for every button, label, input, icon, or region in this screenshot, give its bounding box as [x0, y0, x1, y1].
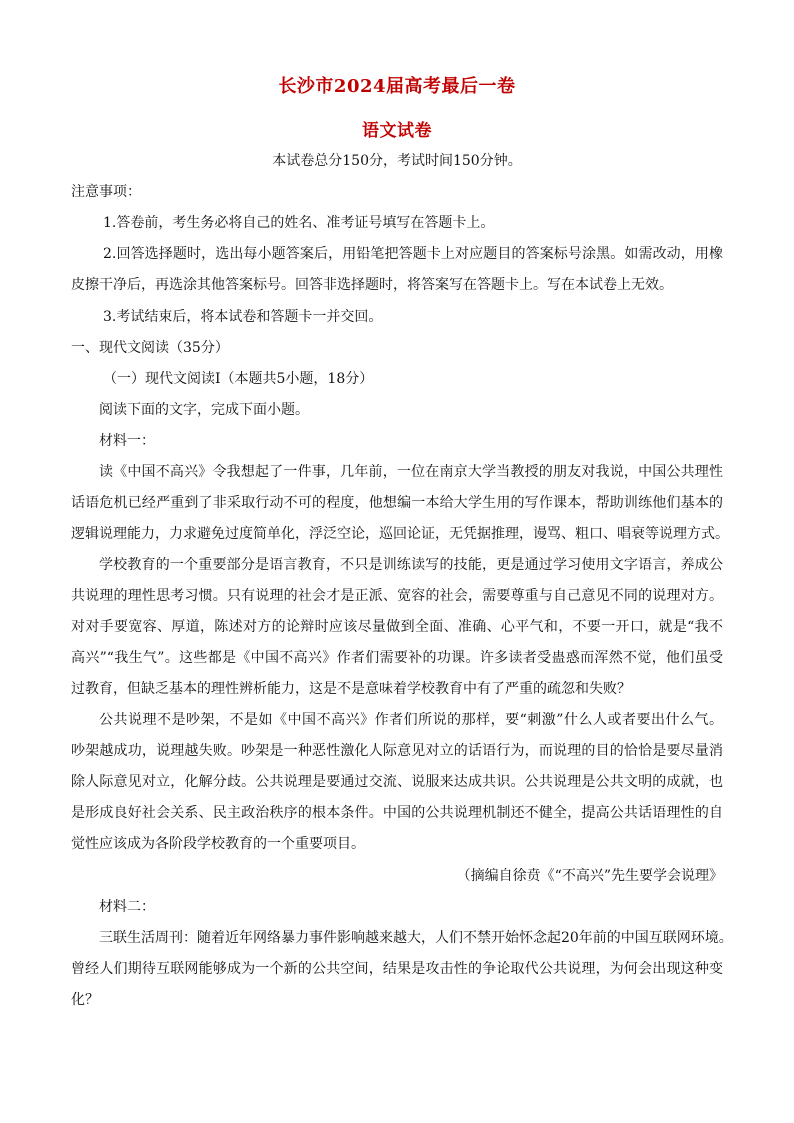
material-1-paragraph-3-line-4: 是形成良好社会关系、民主政治秩序的根本条件。中国的公共说理机制还不健全，提高公共话语理性的自 [71, 805, 723, 821]
material-1-paragraph-3-line-1: 公共说理不是吵架，不是如《中国不高兴》作者们所说的那样，要“刺激”什么人或者要出什么气。 [99, 712, 723, 728]
exam-info: 本试卷总分150分，考试时间150分钟。 [272, 153, 522, 169]
material-1-paragraph-3-line-3: 除人际意见对立，化解分歧。公共说理是要通过交流、说服来达成共识。公共说理是公共文明的成就，也 [71, 774, 723, 790]
material-1-paragraph-2-line-2: 共说理的理性思考习惯。只有说理的社会才是正派、宽容的社会，需要尊重与自己意见不同的说理对方。 [71, 588, 723, 604]
material-1-label: 材料一： [99, 433, 155, 449]
material-2-paragraph-1-line-3: 化？ [71, 992, 99, 1008]
material-2-label: 材料二： [99, 899, 155, 915]
exam-title: 长沙市2024届高考最后一卷 [278, 76, 516, 97]
notice-item-2-line-2: 皮擦干净后，再选涂其他答案标号。回答非选择题时，将答案写在答题卡上。写在本试卷上无效。 [71, 277, 673, 293]
material-1-paragraph-2-line-4: 高兴”“我生气”。这些都是《中国不高兴》作者们需要补的功课。许多读者受蛊惑而浑然不觉，他们虽受 [71, 650, 723, 666]
material-1-paragraph-2-line-3: 对对手要宽容、厚道，陈述对方的论辩时应该尽量做到全面、准确、心平气和，不要一开口，就是“我不 [71, 619, 723, 635]
material-1-paragraph-1-line-3: 逻辑说理能力，力求避免过度简单化，浮泛空论，巡回论证，无凭据推理，谩骂、粗口、唱衰等说理方式。 [71, 526, 729, 542]
material-1-paragraph-1-line-2: 话语危机已经严重到了非采取行动不可的程度，他想编一本给大学生用的写作课本，帮助训练他们基本的 [71, 495, 723, 511]
exam-subtitle: 语文试卷 [362, 121, 432, 141]
notice-item-1: 1.答卷前，考生务必将自己的姓名、准考证号填写在答题卡上。 [103, 215, 495, 231]
notice-item-3: 3.考试结束后，将本试卷和答题卡一并交回。 [103, 309, 383, 325]
material-1-source: （摘编自徐贲《“不高兴”先生要学会说理》 [456, 868, 723, 884]
material-1-paragraph-3-line-5: 觉性应该成为各阶段学校教育的一个重要项目。 [71, 836, 365, 852]
section-heading: 一、现代文阅读（35分） [71, 340, 229, 356]
section-instruction: 阅读下面的文字，完成下面小题。 [99, 402, 309, 418]
notice-heading: 注意事项： [71, 184, 141, 200]
material-2-paragraph-1-line-2: 曾经人们期待互联网能够成为一个新的公共空间，结果是攻击性的争论取代公共说理，为何会出现这种变 [71, 961, 723, 977]
material-1-paragraph-2-line-5: 过教育，但缺乏基本的理性辨析能力，这是不是意味着学校教育中有了严重的疏忽和失败？ [71, 681, 631, 697]
material-1-paragraph-3-line-2: 吵架越成功，说理越失败。吵架是一种恶性激化人际意见对立的话语行为，而说理的目的恰恰是要尽量消 [71, 743, 723, 759]
material-1-paragraph-2-line-1: 学校教育的一个重要部分是语言教育，不只是训练读写的技能，更是通过学习使用文字语言，养成公 [99, 557, 723, 573]
notice-item-2-line-1: 2.回答选择题时，选出每小题答案后，用铅笔把答题卡上对应题目的答案标号涂黑。如需改动，用橡 [103, 246, 723, 262]
section-sub-heading: （一）现代文阅读Ⅰ（本题共5小题，18分） [103, 371, 374, 387]
material-1-paragraph-1-line-1: 读《中国不高兴》令我想起了一件事，几年前，一位在南京大学当教授的朋友对我说，中国公共理性 [99, 464, 723, 480]
material-2-paragraph-1-line-1: 三联生活周刊：随着近年网络暴力事件影响越来越大，人们不禁开始怀念起20年前的中国互联网环境。 [99, 930, 733, 946]
